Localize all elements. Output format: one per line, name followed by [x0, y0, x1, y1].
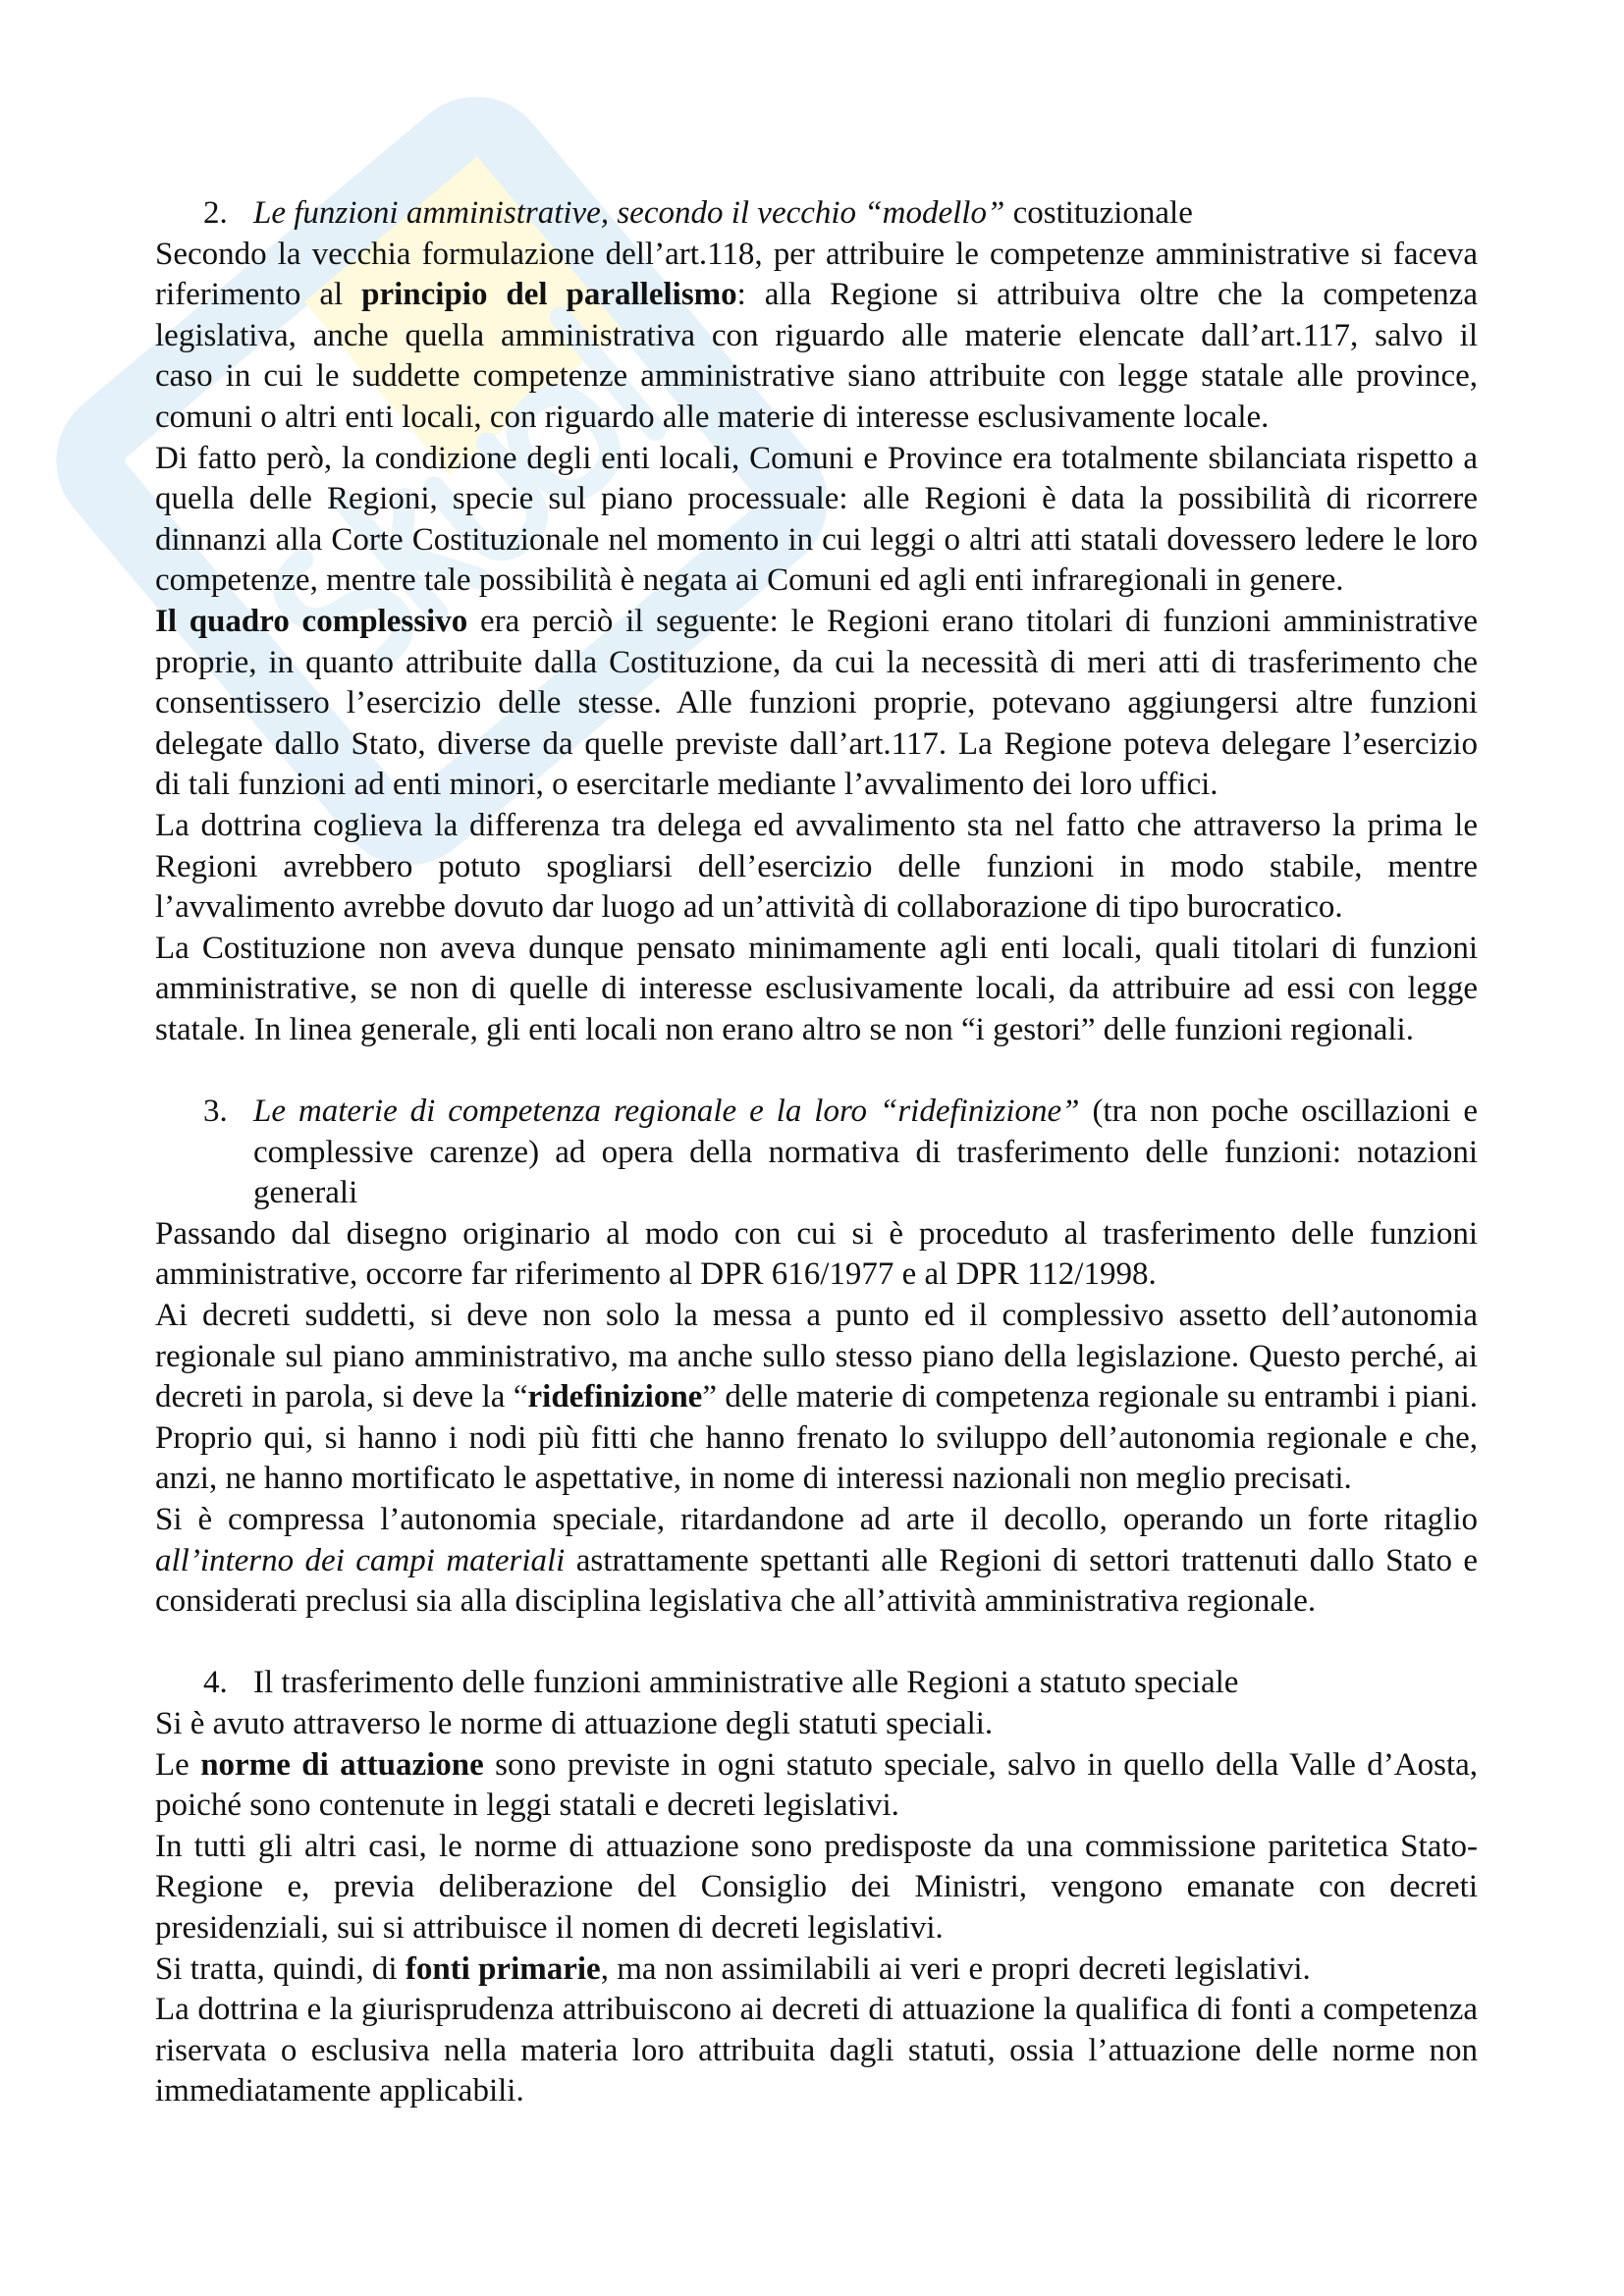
text-run: quella delle Regioni, specie sul piano processuale: alle Regioni è data la possibilità di ricorrere — [155, 481, 1478, 517]
text-line — [253, 193, 1478, 235]
text-line — [155, 1949, 1478, 1991]
text-line — [155, 1581, 1478, 1623]
text-line — [155, 316, 1478, 357]
italic-text: all’interno dei campi materiali — [155, 1542, 566, 1578]
text-line — [155, 1990, 1478, 2031]
text-run: statale. In linea generale, gli enti locali non erano altro se non “i gestori” delle funzioni regionali. — [155, 1011, 1414, 1047]
paragraph — [155, 1500, 1478, 1623]
text-run: legislativa, anche quella amministrativa con riguardo alle materie elencate dall’art.117, salvo il — [155, 317, 1478, 353]
paragraph — [155, 806, 1478, 929]
text-run: Secondo la vecchia formulazione dell’art.118, per attribuire le competenze amministrative si faceva — [155, 236, 1478, 272]
text-run: Si è compressa l’autonomia speciale, ritardandone ad arte il decollo, operando un forte ritaglio — [155, 1502, 1478, 1537]
text-run: , ma non assimilabili ai veri e propri decreti legislativi. — [600, 1950, 1311, 1987]
text-run: ” delle materie di competenza regionale su entrambi i piani. — [702, 1379, 1478, 1415]
text-run: immediatamente applicabili. — [155, 2073, 524, 2109]
text-line — [155, 887, 1478, 929]
text-run: Di fatto però, la condizione degli enti locali, Comuni e Province era totalmente sbilanciata rispetto a — [155, 440, 1478, 476]
heading-row — [155, 1092, 1478, 1133]
text-line — [155, 1827, 1478, 1868]
paragraph — [155, 1745, 1478, 1827]
text-line — [155, 2071, 1478, 2112]
text-run: consentissero l’esercizio delle stesse. Alle funzioni proprie, potevano aggiungersi altre funzioni — [155, 685, 1478, 721]
paragraph — [155, 1990, 1478, 2112]
paragraph — [155, 235, 1478, 439]
italic-text: Le funzioni amministrative, secondo il vecchio “modello” — [253, 195, 1005, 231]
text-run: presidenziali, sui si attribuisce il nomen di decreti legislativi. — [155, 1909, 944, 1946]
text-run: amministrative, se non di quelle di interesse esclusivamente locali, da attribuire ad essi con legge — [155, 971, 1478, 1007]
text-run: poiché sono contenute in leggi statali e decreti legislativi. — [155, 1788, 899, 1824]
italic-text: Le materie di competenza regionale e la loro “ridefinizione” — [253, 1094, 1080, 1130]
text-line — [155, 1010, 1478, 1051]
text-run: Ai decreti suddetti, si deve non solo la messa a punto ed il complessivo assetto dell’autonomia — [155, 1298, 1478, 1334]
paragraph — [155, 1827, 1478, 1949]
text-line — [155, 1867, 1478, 1908]
text-run: proprie, in quanto attribuite dalla Costituzione, da cui la necessità di meri atti di trasferimento che — [155, 644, 1478, 680]
text-line — [155, 439, 1478, 480]
section-heading — [155, 1092, 1478, 1214]
text-line — [155, 1133, 1478, 1174]
text-run: complessive carenze) ad opera della normativa di trasferimento delle funzioni: notazioni — [253, 1134, 1478, 1170]
paragraph — [155, 1296, 1478, 1500]
text-line — [155, 1908, 1478, 1949]
text-line — [155, 847, 1478, 888]
text-line — [155, 765, 1478, 806]
text-line — [155, 1704, 1478, 1745]
text-run: anzi, ne hanno mortificato le aspettative, in nome di interessi nazionali non meglio precisati. — [155, 1461, 1352, 1497]
blank-line — [155, 1623, 1478, 1664]
text-run: l’avvalimento avrebbe dovuto dar luogo ad un’attività di collaborazione di tipo burocratico. — [155, 889, 1343, 926]
text-run: competenze, mentre tale possibilità è negata ai Comuni ed agli enti infraregionali in genere. — [155, 562, 1344, 599]
bold-text: ridefinizione — [527, 1379, 703, 1415]
heading-row — [155, 1663, 1478, 1704]
section-heading — [155, 1663, 1478, 1704]
paragraph — [155, 602, 1478, 806]
text-line — [155, 275, 1478, 316]
text-line — [155, 683, 1478, 724]
text-run: considerati preclusi sia alla disciplina legislativa che all’attività amministrativa regionale. — [155, 1583, 1317, 1620]
text-run: di tali funzioni ad enti minori, o esercitarle mediante l’avvalimento dei loro uffici. — [155, 767, 1218, 803]
section-number: 3. — [203, 1094, 228, 1130]
text-line — [155, 806, 1478, 847]
text-line — [155, 1500, 1478, 1541]
text-line — [155, 1214, 1478, 1255]
text-run: Proprio qui, si hanno i nodi più fitti che hanno frenato lo sviluppo dell’autonomia regionale e che, — [155, 1419, 1478, 1456]
text-run: sono previste in ogni statuto speciale, salvo in quello della Valle d’Aosta, — [483, 1746, 1479, 1783]
text-run: La dottrina e la giurisprudenza attribuiscono ai decreti di attuazione la qualifica di fonti a competenza — [155, 1992, 1478, 2028]
text-run: La dottrina coglieva la differenza tra delega ed avvalimento sta nel fatto che attraverso la prima le — [155, 807, 1478, 843]
bold-text: norme di attuazione — [200, 1746, 484, 1783]
text-line — [155, 643, 1478, 684]
text-line — [155, 235, 1478, 276]
text-line — [155, 520, 1478, 561]
text-line — [155, 479, 1478, 520]
document-body — [155, 193, 1478, 2112]
text-line — [253, 1092, 1478, 1133]
text-run: Si è avuto attraverso le norme di attuazione degli statuti speciali. — [155, 1705, 994, 1741]
paragraph — [155, 929, 1478, 1051]
text-run: In tutti gli altri casi, le norme di attuazione sono predisposte da una commissione paritetica Stato- — [155, 1828, 1478, 1864]
text-run: dinnanzi alla Corte Costituzionale nel momento in cui leggi o altri atti statali dovessero ledere le loro — [155, 521, 1478, 558]
bold-text: Il quadro complessivo — [155, 603, 468, 639]
text-line — [253, 1663, 1478, 1704]
heading-row — [155, 193, 1478, 235]
text-line — [155, 1377, 1478, 1418]
text-run: regionale sul piano amministrativo, ma anche sullo stesso piano della legislazione. Questo perché, ai — [155, 1338, 1478, 1374]
text-run: amministrative, occorre far riferimento al DPR 616/1977 e al DPR 112/1998. — [155, 1256, 1157, 1293]
paragraph — [155, 1704, 1478, 1745]
text-run: riferimento al — [155, 277, 362, 313]
text-run: decreti in parola, si deve la “ — [155, 1379, 528, 1415]
text-line — [155, 724, 1478, 766]
section-number: 2. — [203, 195, 228, 231]
text-run: Il trasferimento delle funzioni amministrative alle Regioni a statuto speciale — [253, 1665, 1239, 1701]
section-number: 4. — [203, 1665, 228, 1701]
text-run: delegate dallo Stato, diverse da quelle previste dall’art.117. La Regione poteva delegare l’esercizio — [155, 725, 1478, 762]
paragraph — [155, 439, 1478, 602]
text-run: generali — [253, 1175, 358, 1211]
text-run: Regioni avrebbero potuto spogliarsi dell’esercizio delle funzioni in modo stabile, mentre — [155, 848, 1478, 884]
text-run: Si tratta, quindi, di — [155, 1950, 406, 1987]
text-line — [155, 929, 1478, 970]
text-run: riservata o esclusiva nella materia loro attribuita dagli statuti, ossia l’attuazione delle norme non — [155, 2032, 1478, 2068]
text-line — [155, 561, 1478, 602]
text-line — [155, 2031, 1478, 2072]
text-run: era perciò il seguente: le Regioni erano titolari di funzioni amministrative — [467, 603, 1478, 639]
bold-text: principio del parallelismo — [361, 277, 737, 313]
text-run: Passando dal disegno originario al modo con cui si è proceduto al trasferimento delle funzioni — [155, 1215, 1478, 1252]
text-line — [155, 1745, 1478, 1787]
text-line — [155, 1255, 1478, 1296]
text-run: astrattamente spettanti alle Regioni di settori trattenuti dallo Stato e — [565, 1542, 1479, 1578]
text-run: La Costituzione non aveva dunque pensato minimamente agli enti locali, quali titolari di funzioni — [155, 930, 1478, 966]
text-run: caso in cui le suddette competenze amministrative siano attribuite con legge statale alle province, — [155, 358, 1478, 395]
text-run: (tra non poche oscillazioni e — [1079, 1094, 1478, 1130]
text-run: Regione e, previa deliberazione del Consiglio dei Ministri, vengono emanate con decreti — [155, 1869, 1478, 1905]
text-line — [155, 1337, 1478, 1378]
bold-text: fonti primarie — [405, 1950, 601, 1987]
text-line — [155, 1173, 1478, 1214]
paragraph — [155, 1949, 1478, 1991]
paragraph — [155, 1214, 1478, 1296]
section-heading — [155, 193, 1478, 235]
text-line — [155, 1541, 1478, 1582]
blank-line — [155, 1050, 1478, 1092]
text-run: : alla Regione si attribuiva oltre che la competenza — [736, 277, 1478, 313]
text-line — [155, 602, 1478, 643]
text-line — [155, 969, 1478, 1010]
text-line — [155, 356, 1478, 398]
text-line — [155, 1296, 1478, 1337]
text-line — [155, 1786, 1478, 1827]
text-run: costituzionale — [1004, 195, 1193, 231]
text-run: Le — [155, 1746, 201, 1783]
text-line — [155, 1418, 1478, 1460]
text-line — [155, 1459, 1478, 1500]
text-line — [155, 398, 1478, 439]
text-run: comuni o altri enti locali, con riguardo alle materie di interesse esclusivamente locale. — [155, 399, 1270, 435]
